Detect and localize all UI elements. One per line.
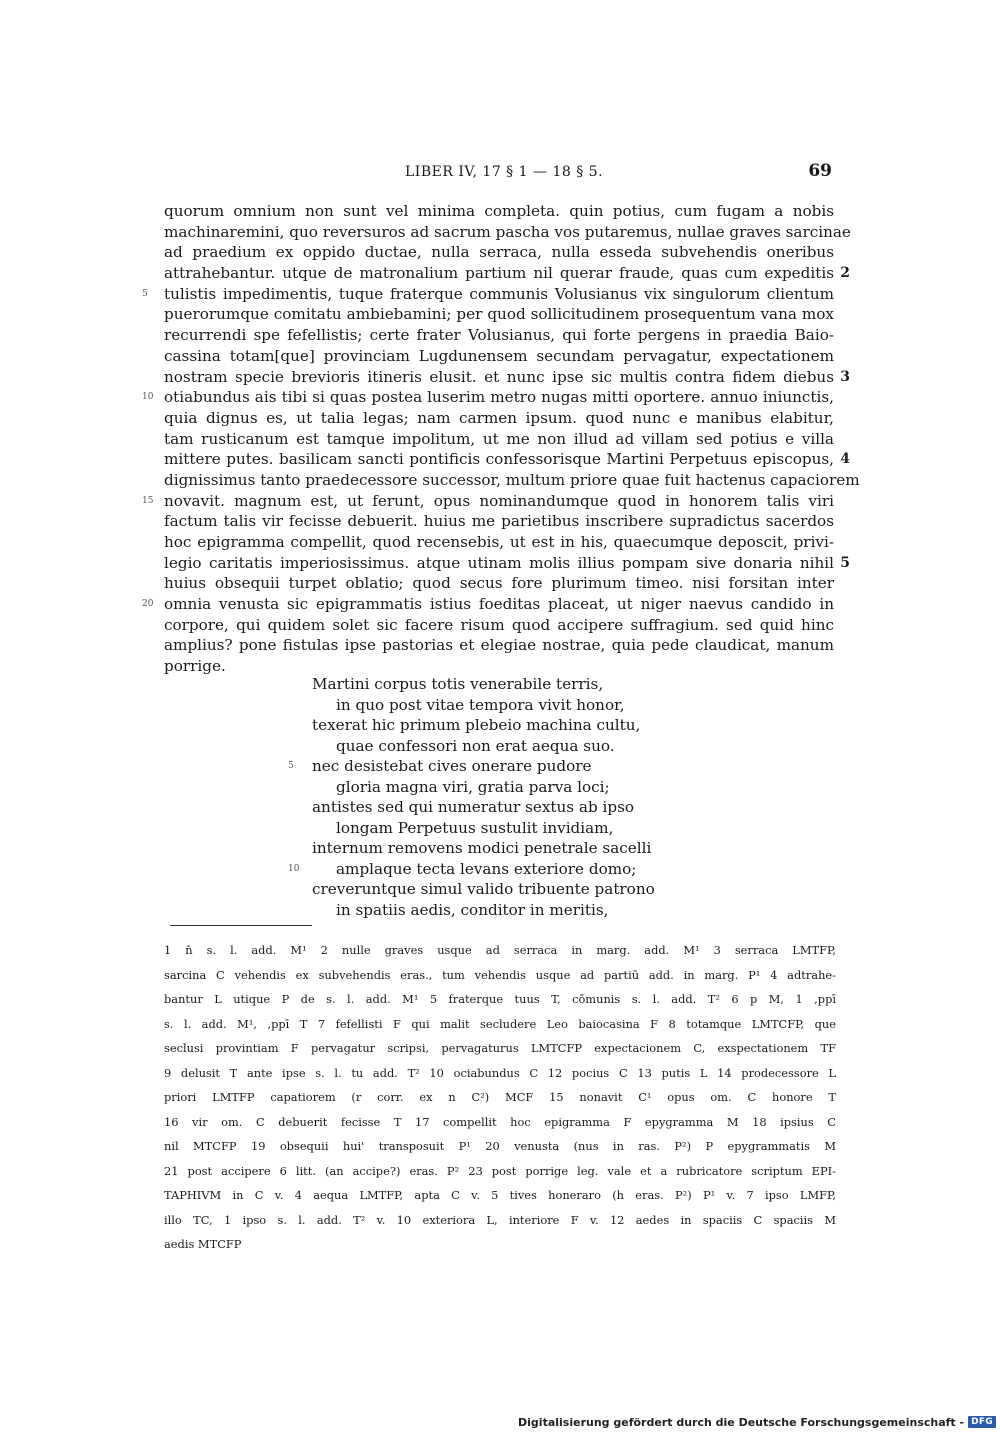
prose-line — [164, 429, 834, 450]
footer-credit — [518, 1414, 996, 1430]
poem-verse-text: internum removens modici penetrale sacelli — [312, 839, 652, 857]
apparatus-line: 1 n̄ s. l. add. M¹ 2 nulle graves usque ad serraca in marg. add. M¹ 3 serraca LMTFP, — [164, 943, 836, 957]
prose-line — [164, 573, 834, 594]
prose-line-text: puerorumque comitatu ambiebamini; per quod sollicitudinem prosequentum vana mox — [164, 305, 834, 324]
poem-verse-text: quae confessori non erat aequa suo. — [336, 736, 615, 755]
prose-line-text: attrahebantur. utque de matronalium partium nil querar fraude, quas cum expeditis — [164, 264, 834, 283]
poem-verse-text: amplaque tecta levans exteriore domo; — [336, 859, 637, 878]
prose-line — [164, 615, 834, 636]
prose-line — [164, 408, 834, 429]
running-title: LIBER IV, 17 § 1 — 18 § 5. — [405, 164, 604, 180]
prose-line — [142, 284, 834, 305]
poem-verse — [312, 695, 672, 716]
poem-verse — [312, 674, 672, 695]
line-number: 5 — [142, 288, 148, 299]
prose-line — [164, 532, 834, 553]
section-number: 5 — [840, 554, 850, 571]
prose-line — [164, 449, 850, 470]
prose-line-text: otiabundus ais tibi si quas postea luserim metro nugas mitti oportere. annuo iniunctis, — [164, 388, 834, 407]
apparatus-line: aedis MTCFP — [164, 1237, 242, 1251]
prose-line-text: tulistis impedimentis, tuque fraterque communis Volusianus vix singulorum clientum — [164, 284, 834, 303]
apparatus-line: sarcina C vehendis ex subvehendis eras., tum vehendis usque ad partiū add. in marg. P¹ 4 adtrahe- — [164, 967, 836, 982]
apparatus-line: TAPHIVM in C v. 4 aequa LMTFP, apta C v. 5 tives honeraro (h eras. P²) P¹ v. 7 ipso LMFP, — [164, 1188, 836, 1202]
prose-line — [164, 553, 850, 574]
prose-line — [164, 635, 834, 656]
prose-line-text: novavit. magnum est, ut ferunt, opus nominandumque quod in honorem talis viri — [164, 491, 834, 510]
prose-line — [142, 491, 834, 512]
apparatus-line: s. l. add. M¹, ,ppī T 7 fefellisti F qui malit secludere Leo baiocasina F 8 totamque LMTCFP, que — [164, 1016, 836, 1031]
prose-line — [142, 387, 834, 408]
prose-line — [164, 242, 834, 263]
section-number: 4 — [840, 451, 850, 468]
footnote-divider — [170, 925, 312, 926]
poem-verse — [288, 756, 672, 777]
apparatus-line: bantur L utique P de s. l. add. M¹ 5 fraterque tuus T, cōmunis s. l. add. T² 6 p M, 1 ,ppī — [164, 992, 836, 1006]
poem-verse-text: texerat hic primum plebeio machina cultu, — [312, 716, 641, 734]
poem-verse-text: longam Perpetuus sustulit invidiam, — [336, 818, 614, 837]
apparatus-line: priori LMTFP capatiorem (r corr. ex n C²) MCF 15 nonavit C¹ opus om. C honore T — [164, 1090, 836, 1104]
prose-line-text: cassina totam[que] provinciam Lugdunensem secundam pervagatur, expectationem — [164, 346, 834, 365]
poem-verse — [312, 736, 672, 757]
prose-line-text: nostram specie brevioris itineris elusit. et nunc ipse sic multis contra fidem diebus — [164, 367, 834, 386]
poem-verse — [288, 859, 672, 880]
apparatus-line: seclusi provintiam F pervagatur scripsi, pervagaturus LMTCFP expectacionem C, exspectationem TF — [164, 1041, 836, 1055]
poem-verse-text: Martini corpus totis venerabile terris, — [312, 675, 604, 693]
apparatus-line: 21 post accipere 6 litt. (an accipe?) eras. P² 23 post porrige leg. vale et a rubricatore scriptum EPI- — [164, 1163, 836, 1178]
prose-line-text: corpore, qui quidem solet sic facere risum quod accipere suffragium. sed quid hinc — [164, 615, 834, 634]
footer-credit-text: Digitalisierung gefördert durch die Deutsche Forschungsgemeinschaft - — [518, 1415, 965, 1429]
prose-line-text: tam rusticanum est tamque impolitum, ut me non illud ad villam sed potius e villa — [164, 429, 834, 448]
prose-line — [164, 201, 834, 222]
prose-line-text: amplius? pone fistulas ipse pastorias et elegiae nostrae, quia pede claudicat, manum — [164, 636, 834, 655]
poem-verse — [312, 900, 672, 921]
apparatus-line: 16 vir om. C debuerit fecisse T 17 compellit hoc epigramma F epygramma M 18 ipsius C — [164, 1114, 836, 1129]
line-number: 15 — [142, 495, 154, 506]
prose-line-text: ad praedium ex oppido ductae, nulla serraca, nulla esseda subvehendis oneribus — [164, 243, 834, 262]
verse-number: 5 — [288, 761, 294, 771]
prose-line-text: huius obsequii turpet oblatio; quod secus fore plurimum timeo. nisi forsitan inter — [164, 574, 834, 593]
apparatus-line: 9 delusit T ante ipse s. l. tu add. T² 10 ociabundus C 12 pocius C 13 putis L 14 prodecessore L — [164, 1065, 836, 1080]
prose-line — [164, 346, 834, 367]
prose-line-text: quia dignus es, ut talia legas; nam carmen ipsum. quod nunc e manibus elabitur, — [164, 408, 834, 427]
poem-verse — [312, 797, 672, 818]
prose-line — [142, 594, 834, 615]
prose-line — [164, 325, 834, 346]
poem-verse-text: gloria magna viri, gratia parva loci; — [336, 777, 610, 796]
prose-line — [164, 263, 850, 284]
poem-verse — [312, 715, 672, 736]
prose-line — [164, 304, 834, 325]
prose-line — [164, 222, 851, 243]
prose-line-text: hoc epigramma compellit, quod recensebis, ut est in his, quaecumque deposcit, privi- — [164, 533, 834, 551]
prose-line — [164, 470, 860, 491]
poem-verse — [312, 879, 672, 900]
prose-line-text: dignissimus tanto praedecessore successor, multum priore quae fuit hactenus capaciorem — [164, 470, 860, 489]
poem-verse-text: in quo post vitae tempora vivit honor, — [336, 695, 625, 714]
epigram-poem — [288, 674, 672, 920]
line-number: 20 — [142, 599, 154, 610]
prose-line-text: omnia venusta sic epigrammatis istius foeditas placeat, ut niger naevus candido in — [164, 595, 834, 614]
poem-verse — [312, 838, 672, 859]
prose-line — [164, 511, 834, 532]
prose-line-text: mittere putes. basilicam sancti pontificis confessorisque Martini Perpetuus episcopus, — [164, 450, 834, 469]
poem-verse — [312, 818, 672, 839]
dfg-logo-icon: DFG — [968, 1416, 996, 1428]
section-number: 2 — [840, 265, 850, 282]
verse-number: 10 — [288, 863, 300, 874]
prose-line-text: machinaremini, quo reversuros ad sacrum pascha vos putaremus, nullae graves sarcinae — [164, 222, 851, 241]
line-number: 10 — [142, 392, 154, 403]
page-number: 69 — [808, 161, 832, 181]
running-header — [160, 161, 836, 188]
apparatus-line: nil MTCFP 19 obsequii hui' transposuit P¹ 20 venusta (nus in ras. P²) P epygrammatis M — [164, 1139, 836, 1153]
prose-line-text: quorum omnium non sunt vel minima completa. quin potius, cum fugam a nobis — [164, 202, 834, 220]
prose-line-text: porrige. — [164, 657, 226, 676]
critical-apparatus — [164, 938, 836, 1257]
prose-text — [142, 201, 860, 677]
prose-line-text: factum talis vir fecisse debuerit. huius me parietibus inscribere supradictus sacerdos — [164, 512, 834, 531]
prose-line-text: legio caritatis imperiosissimus. atque utinam molis illius pompam sive donaria nihil — [164, 553, 834, 572]
section-number: 3 — [840, 368, 850, 385]
apparatus-line: illo TC, 1 ipso s. l. add. T² v. 10 exteriora L, interiore F v. 12 aedes in spaciis C spaciis M — [164, 1212, 836, 1227]
poem-verse-text: nec desistebat cives onerare pudore — [312, 757, 592, 775]
poem-verse-text: creveruntque simul valido tribuente patrono — [312, 880, 655, 898]
poem-verse — [312, 777, 672, 798]
poem-verse-text: in spatiis aedis, conditor in meritis, — [336, 900, 609, 919]
poem-verse-text: antistes sed qui numeratur sextus ab ipso — [312, 798, 635, 816]
prose-line — [164, 367, 850, 388]
prose-line-text: recurrendi spe fefellistis; certe frater Volusianus, qui forte pergens in praedia Baio- — [164, 326, 834, 345]
